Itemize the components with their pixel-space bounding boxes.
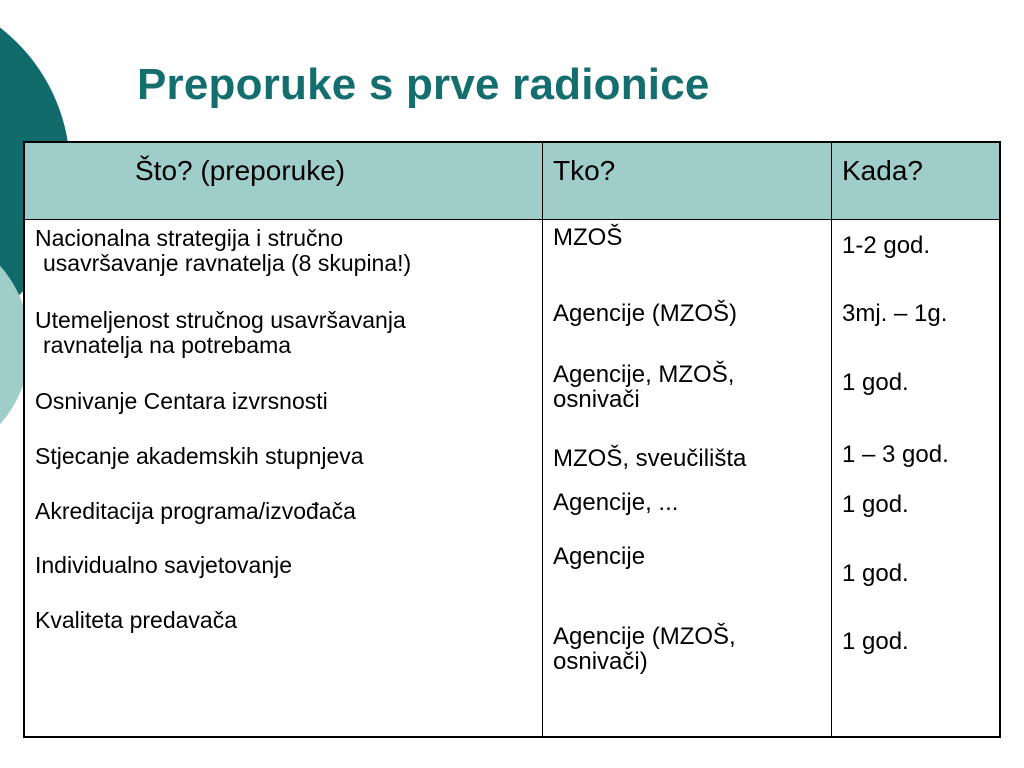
header-when: Kada? [842, 155, 923, 186]
responsible-item: Agencije (MZOŠ, osnivači) [553, 623, 736, 675]
recommendation-item: Akreditacija programa/izvođača [35, 498, 356, 524]
recommendation-item: Nacionalna strategija i stručno usavršavanje ravnatelja (8 skupina!) [35, 225, 412, 276]
column-divider [831, 143, 832, 736]
timeline-item: 1 god. [842, 560, 909, 587]
table-header-row [25, 143, 999, 220]
column-divider [542, 143, 543, 736]
responsible-item: Agencije, MZOŠ, osnivači [553, 361, 735, 413]
recommendation-item: Stjecanje akademskih stupnjeva [35, 443, 364, 469]
timeline-item: 1 – 3 god. [842, 441, 949, 468]
recommendation-item: Utemeljenost stručnog usavršavanja ravnatelja na potrebama [35, 307, 406, 358]
recommendation-item: Osnivanje Centara izvrsnosti [35, 388, 328, 414]
responsible-item: Agencije, ... [553, 489, 679, 516]
recommendation-item: Kvaliteta predavača [35, 607, 238, 633]
responsible-item: Agencije (MZOŠ) [553, 300, 738, 327]
slide-title: Preporuke s prve radionice [137, 60, 710, 109]
responsible-item: Agencije [553, 543, 646, 570]
responsible-item: MZOŠ [553, 224, 623, 251]
timeline-item: 1-2 god. [842, 232, 931, 259]
timeline-item: 1 god. [842, 491, 909, 518]
header-what: Što? (preporuke) [135, 155, 346, 186]
header-who: Tko? [553, 155, 616, 186]
recommendations-table [23, 141, 1001, 738]
recommendation-item: Individualno savjetovanje [35, 552, 293, 578]
responsible-item: MZOŠ, sveučilišta [553, 445, 747, 472]
timeline-item: 3mj. – 1g. [842, 300, 948, 327]
timeline-item: 1 god. [842, 369, 909, 396]
timeline-item: 1 god. [842, 628, 909, 655]
